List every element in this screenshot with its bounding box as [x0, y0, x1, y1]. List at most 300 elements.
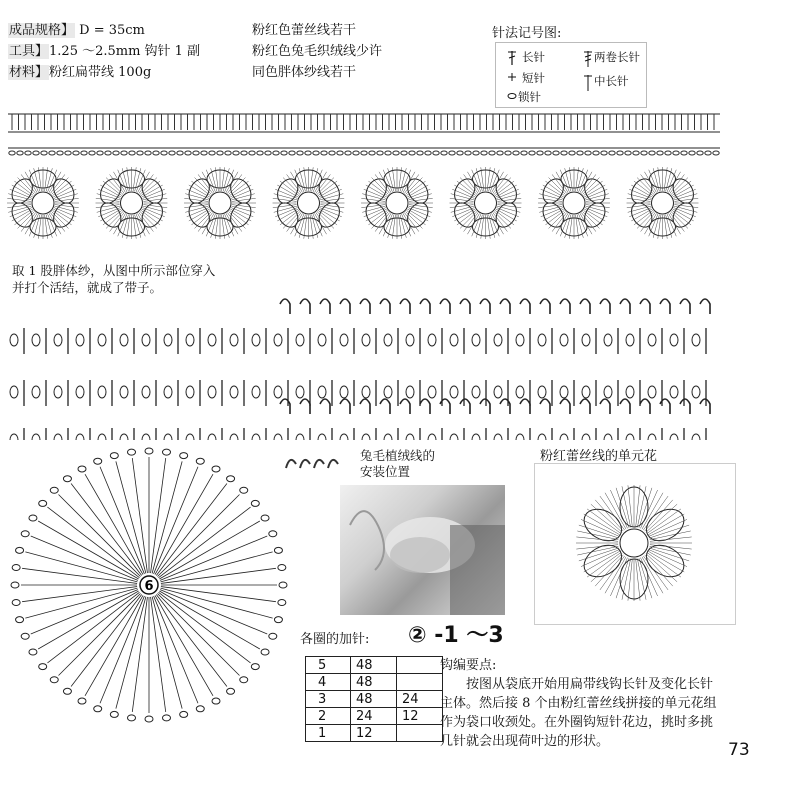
round-number-cell: 1: [306, 725, 351, 742]
fringe-symbol-icon: [282, 448, 346, 474]
body-chain: [428, 334, 436, 346]
fringe-stitch: [280, 299, 290, 314]
band-chain: [713, 151, 719, 155]
fringe-stitch: [660, 399, 670, 414]
round-chain: [11, 582, 19, 588]
unit-center: [620, 529, 648, 557]
flower-center: [209, 192, 231, 214]
round-label: 6: [144, 579, 154, 594]
band-chain: [49, 151, 55, 155]
body-chain: [362, 334, 370, 346]
body-chain: [252, 386, 260, 398]
unit-stitch: [642, 557, 663, 593]
fringe-stitch: [420, 399, 430, 414]
page-number: 73: [728, 740, 750, 760]
band-chain: [705, 151, 711, 155]
band-chain: [225, 151, 231, 155]
unit-stitch: [649, 525, 689, 538]
round-chain: [240, 487, 248, 493]
stitch-count-cell: 48: [351, 674, 397, 691]
round-number-cell: 3: [306, 691, 351, 708]
band-chain: [561, 151, 567, 155]
band-chain: [465, 151, 471, 155]
unit-stitch: [616, 488, 629, 528]
unit-stitch: [636, 485, 640, 527]
round-stitch: [71, 483, 142, 575]
fringe-stitch: [340, 399, 350, 414]
body-chain: [406, 386, 414, 398]
body-chain: [32, 334, 40, 346]
flower-center: [32, 192, 54, 214]
band-flower: [450, 167, 522, 239]
fringe-stitch: [640, 399, 650, 414]
fringe-stitch: [480, 399, 490, 414]
round-chain: [128, 715, 136, 721]
flower-band-diagram: [0, 108, 786, 268]
legend-hdc: 中长针: [594, 74, 629, 88]
band-chain: [649, 151, 655, 155]
round-stitch: [151, 458, 166, 573]
round-chain: [261, 649, 269, 655]
fringe-stitch: [360, 399, 370, 414]
band-chain: [177, 151, 183, 155]
round-chain: [78, 466, 86, 472]
body-chain: [296, 386, 304, 398]
band-chain: [609, 151, 615, 155]
band-flower: [361, 167, 433, 239]
round-chain: [16, 547, 24, 553]
body-chain: [604, 334, 612, 346]
round-chain: [196, 458, 204, 464]
band-chain: [121, 151, 127, 155]
band-chain: [329, 151, 335, 155]
fringe-stitch: [380, 399, 390, 414]
body-chain: [362, 434, 370, 440]
band-chain: [65, 151, 71, 155]
round-stitch: [38, 591, 138, 649]
fringe-stitch: [320, 399, 330, 414]
knitting-notes: 钩编要点: 按图从袋底开始用扁带线钩长针及变化长针 主体。然后接 8 个由粉红蕾丝线拼接的单元花组 作为袋口收颈处。在外圈钩短针花边，挑时多挑 几针就会出现荷叶边的形状。: [440, 656, 770, 751]
body-chain: [296, 434, 304, 440]
band-chain: [393, 151, 399, 155]
stitch-count-cell: 24: [351, 708, 397, 725]
fringe-stitch: [440, 399, 450, 414]
stitch-count-cell: [397, 725, 443, 742]
fringe-stitch: [560, 399, 570, 414]
round-chain: [196, 706, 204, 712]
round-chain: [274, 547, 282, 553]
legend-tr: 两卷长针: [594, 50, 640, 64]
fringe-stitch: [400, 299, 410, 314]
fringe-stitch: [620, 399, 630, 414]
round-chain: [269, 531, 277, 537]
body-chain: [494, 434, 502, 440]
band-stitches: [12, 114, 714, 130]
body-chain: [428, 434, 436, 440]
legend-tall-symbols-icon: [582, 49, 594, 93]
body-chain: [230, 434, 238, 440]
body-chain: [274, 434, 282, 440]
body-chain: [208, 434, 216, 440]
round-chain: [212, 466, 220, 472]
body-chain: [54, 434, 62, 440]
body-chain: [692, 434, 700, 440]
band-chain: [537, 151, 543, 155]
round-chain: [227, 476, 235, 482]
fringe-stitch: [500, 299, 510, 314]
fringe-stitch: [460, 299, 470, 314]
spec-block: [8, 20, 200, 83]
spec-size: 成品规格】 D = 35cm: [9, 23, 145, 38]
body-chain: [252, 434, 260, 440]
body-chain: [186, 434, 194, 440]
body-chain: [450, 386, 458, 398]
round-chain: [251, 500, 259, 506]
fringe-stitch: [620, 299, 630, 314]
body-chain: [32, 434, 40, 440]
stitch-count-cell: [397, 657, 443, 674]
body-chain: [516, 386, 524, 398]
round-stitch: [85, 595, 143, 695]
flower-center: [563, 192, 585, 214]
fringe-stitch: [500, 399, 510, 414]
round-chain: [240, 677, 248, 683]
round-chain: [162, 715, 170, 721]
band-chain: [625, 151, 631, 155]
round-chain: [63, 688, 71, 694]
unit-stitch: [628, 485, 632, 527]
body-chain: [274, 386, 282, 398]
unit-stitch: [622, 559, 631, 600]
body-chain: [340, 386, 348, 398]
band-chain: [369, 151, 375, 155]
unit-stitch: [616, 558, 629, 598]
band-chain-row: [9, 151, 719, 155]
body-chain: [54, 386, 62, 398]
unit-stitch: [649, 548, 689, 561]
band-chain: [569, 151, 575, 155]
round-chain: [110, 453, 118, 459]
band-chain: [505, 151, 511, 155]
band-chain: [473, 151, 479, 155]
band-chain: [297, 151, 303, 155]
round-stitch: [71, 595, 142, 687]
fringe-stitch: [420, 299, 430, 314]
body-chain: [98, 386, 106, 398]
body-chain: [384, 334, 392, 346]
round-stitch: [159, 521, 259, 579]
band-chain: [585, 151, 591, 155]
band-chain: [201, 151, 207, 155]
body-chain: [142, 386, 150, 398]
fringe-stitch: [300, 399, 310, 414]
body-chain: [604, 434, 612, 440]
body-chain: [76, 434, 84, 440]
body-chain: [230, 334, 238, 346]
round-chain: [278, 599, 286, 605]
round-chain: [94, 458, 102, 464]
body-chain: [274, 334, 282, 346]
fringe-stitch: [480, 299, 490, 314]
round-stitch: [132, 597, 147, 712]
round-chain: [110, 711, 118, 717]
body-chain: [582, 434, 590, 440]
body-chain: [120, 334, 128, 346]
unit-stitch: [645, 500, 673, 531]
body-chain: [120, 434, 128, 440]
band-chain: [305, 151, 311, 155]
body-chain: [472, 434, 480, 440]
stitch-legend: [495, 42, 647, 108]
body-chain: [142, 434, 150, 440]
band-flower: [96, 167, 168, 239]
unit-stitch: [636, 559, 640, 601]
unit-stitch: [646, 554, 677, 582]
round-chain: [16, 617, 24, 623]
band-chain: [153, 151, 159, 155]
body-chain: [516, 434, 524, 440]
fringe-stitch: [580, 299, 590, 314]
band-chain: [513, 151, 519, 155]
body-chain: [10, 434, 18, 440]
fringe-stitch: [680, 399, 690, 414]
photo-bag-illustration: [340, 485, 505, 615]
round-stitch: [132, 458, 147, 573]
band-chain: [129, 151, 135, 155]
body-chain: [54, 334, 62, 346]
band-chain: [97, 151, 103, 155]
body-chain: [76, 386, 84, 398]
round-stitch: [159, 591, 259, 649]
increase-row: [306, 657, 443, 674]
fringe-stitch: [380, 299, 390, 314]
fringe-stitch: [660, 299, 670, 314]
body-chain: [494, 386, 502, 398]
band-chain: [457, 151, 463, 155]
body-chain: [648, 434, 656, 440]
body-chain: [208, 386, 216, 398]
round-number-cell: 2: [306, 708, 351, 725]
body-chain: [142, 334, 150, 346]
flower-center: [475, 192, 497, 214]
body-chain: [582, 386, 590, 398]
band-chain: [185, 151, 191, 155]
notes-title: 钩编要点:: [440, 658, 497, 673]
material-lace: 粉红色蕾丝线若干: [252, 23, 357, 38]
body-chain: [626, 386, 634, 398]
body-chain: [384, 434, 392, 440]
flower-center: [386, 192, 408, 214]
body-chain: [670, 434, 678, 440]
fringe-stitch: [300, 299, 310, 314]
fringe-stitch: [360, 299, 370, 314]
band-chain: [345, 151, 351, 155]
fringe-stitch: [520, 399, 530, 414]
band-chain: [441, 151, 447, 155]
body-chain: [472, 334, 480, 346]
band-chain: [265, 151, 271, 155]
body-chain: [340, 334, 348, 346]
unit-stitch: [646, 504, 677, 532]
band-flower: [184, 167, 256, 239]
band-stitch-rows: [8, 114, 720, 148]
body-chain: [560, 386, 568, 398]
band-chain: [529, 151, 535, 155]
unit-stitch: [637, 486, 646, 527]
body-chain: [318, 386, 326, 398]
band-chain: [633, 151, 639, 155]
product-photo: [340, 485, 505, 615]
body-chain: [692, 334, 700, 346]
cord-note: 取 1 股胖体纱，从图中所示部位穿入 并打个活结，就成了带子。: [12, 263, 216, 295]
legend-ch: 锁针: [518, 90, 541, 104]
band-chain: [113, 151, 119, 155]
body-chain: [406, 334, 414, 346]
body-chain: [450, 334, 458, 346]
body-chain: [428, 386, 436, 398]
band-chain: [689, 151, 695, 155]
band-chain: [257, 151, 263, 155]
legend-title: 针法记号图:: [492, 26, 562, 41]
body-chain: [670, 334, 678, 346]
band-chain: [417, 151, 423, 155]
band-chain: [241, 151, 247, 155]
band-chain: [337, 151, 343, 155]
body-chain: [98, 334, 106, 346]
fringe-stitch: [600, 299, 610, 314]
band-chain: [89, 151, 95, 155]
band-chain: [137, 151, 143, 155]
round-chain: [261, 515, 269, 521]
body-chain: [296, 334, 304, 346]
band-chain: [617, 151, 623, 155]
band-chain: [145, 151, 151, 155]
band-flower: [627, 167, 699, 239]
round-chain: [279, 582, 287, 588]
unit-flower-title: 粉红蕾丝线的单元花: [540, 449, 658, 464]
round-chain: [162, 449, 170, 455]
band-flower: [273, 167, 345, 239]
body-chain: [230, 386, 238, 398]
band-chain: [593, 151, 599, 155]
round-stitch: [22, 568, 137, 583]
fringe-stitch: [640, 299, 650, 314]
round-chain: [180, 453, 188, 459]
legend-sc: 短针: [522, 71, 545, 85]
band-chain: [409, 151, 415, 155]
stitch-count-cell: 24: [397, 691, 443, 708]
body-chain: [318, 434, 326, 440]
round-stitch: [156, 483, 227, 575]
body-chain: [32, 386, 40, 398]
band-chain: [233, 151, 239, 155]
band-chain: [73, 151, 79, 155]
flower-center: [652, 192, 674, 214]
round-stitch: [161, 568, 276, 583]
round-chain: [212, 698, 220, 704]
round-chain: [21, 633, 29, 639]
body-rows: [10, 299, 710, 440]
body-chain: [186, 334, 194, 346]
round-stitch: [38, 521, 138, 579]
legend-dc: 长针: [522, 50, 545, 64]
body-chain: [604, 386, 612, 398]
body-chain: [406, 434, 414, 440]
band-chain: [657, 151, 663, 155]
band-chain: [249, 151, 255, 155]
band-chain: [377, 151, 383, 155]
unit-stitch: [639, 558, 652, 598]
unit-stitch: [591, 554, 622, 582]
band-chain: [169, 151, 175, 155]
round-chain: [94, 706, 102, 712]
round-chain: [12, 599, 20, 605]
body-chain: [648, 386, 656, 398]
round-stitch: [155, 595, 213, 695]
band-chain: [17, 151, 23, 155]
increase-table: [305, 656, 443, 742]
fringe-stitch: [460, 399, 470, 414]
photo-caption: 兔毛植绒线的 安装位置: [360, 448, 436, 479]
band-chain: [321, 151, 327, 155]
body-chain: [98, 434, 106, 440]
band-chain: [521, 151, 527, 155]
body-chain: [472, 386, 480, 398]
fringe-stitch: [580, 399, 590, 414]
band-chain: [425, 151, 431, 155]
body-chain: [648, 334, 656, 346]
band-chain: [193, 151, 199, 155]
unit-stitch: [622, 486, 631, 527]
unit-stitch: [591, 504, 622, 532]
increase-row: [306, 725, 443, 742]
band-chain: [353, 151, 359, 155]
round-stitch: [47, 592, 139, 663]
flower-center: [121, 192, 143, 214]
round-chain: [78, 698, 86, 704]
band-chain: [577, 151, 583, 155]
band-flower: [7, 167, 79, 239]
band-chain: [161, 151, 167, 155]
body-chain: [692, 386, 700, 398]
body-chain: [494, 334, 502, 346]
fringe-stitch: [340, 299, 350, 314]
band-chain: [289, 151, 295, 155]
stitch-count-cell: [397, 674, 443, 691]
unit-stitch: [595, 555, 623, 586]
round-chain: [50, 487, 58, 493]
unit-stitch: [637, 559, 646, 600]
band-flower: [538, 167, 610, 239]
body-chain: [164, 386, 172, 398]
band-chain: [385, 151, 391, 155]
band-chain: [497, 151, 503, 155]
band-chain: [25, 151, 31, 155]
round-chain: [29, 515, 37, 521]
band-chain: [489, 151, 495, 155]
band-chain: [57, 151, 63, 155]
unit-stitch: [579, 525, 619, 538]
band-chain: [105, 151, 111, 155]
spec-tools: 工具】1.25 ～2.5mm 钩针 1 副: [9, 44, 201, 59]
round-chain: [50, 677, 58, 683]
round-stitch: [161, 587, 276, 602]
round-chain: [12, 565, 20, 571]
fringe-stitch: [520, 299, 530, 314]
fringe-stitch: [440, 299, 450, 314]
material-angora: 粉红色兔毛织绒线少许: [252, 44, 383, 59]
unit-stitch: [595, 500, 623, 531]
